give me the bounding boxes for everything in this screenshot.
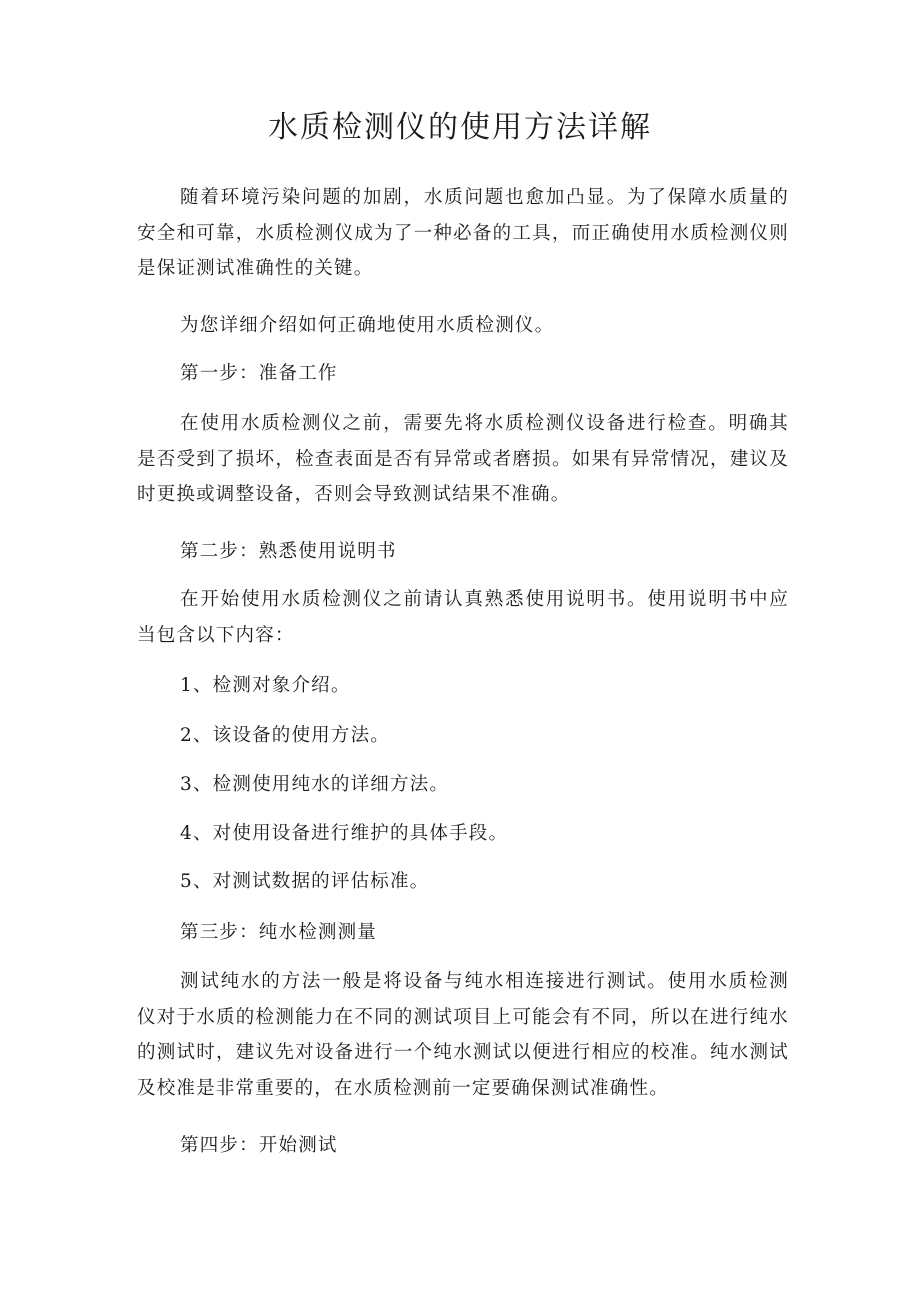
list-item-5: 5、对测试数据的评估标准。	[180, 871, 430, 892]
step3-paragraph: 测试纯水的方法一般是将设备与纯水相连接进行测试。使用水质检测仪对于水质的检测能力在不同的测试项目上可能会有不同，所以在进行纯水的测试时，建议先对设备进行一个纯水测试以便进行相应的校准。纯水测试及校准是非常重要的，在水质检测前一定要确保测试准确性。	[137, 971, 789, 1099]
step1-paragraph: 在使用水质检测仪之前，需要先将水质检测仪设备进行检查。明确其是否受到了损坏，检查表面是否有异常或者磨损。如果有异常情况，建议及时更换或调整设备，否则会导致测试结果不准确。	[137, 413, 789, 505]
step4-heading: 第四步：开始测试	[180, 1135, 338, 1156]
list-item-2: 2、该设备的使用方法。	[180, 725, 390, 746]
list-item-4: 4、对使用设备进行维护的具体手段。	[180, 823, 509, 844]
list-item-3: 3、检测使用纯水的详细方法。	[180, 774, 450, 795]
intro-summary-paragraph: 为您详细介绍如何正确地使用水质检测仪。	[180, 315, 555, 336]
step3-heading: 第三步：纯水检测测量	[180, 922, 378, 943]
step2-heading: 第二步：熟悉使用说明书	[180, 541, 397, 562]
step2-paragraph: 在开始使用水质检测仪之前请认真熟悉使用说明书。使用说明书中应当包含以下内容：	[137, 589, 789, 646]
document-title: 水质检测仪的使用方法详解	[268, 110, 652, 145]
list-item-1: 1、检测对象介绍。	[180, 675, 351, 696]
intro-paragraph: 随着环境污染问题的加剧，水质问题也愈加凸显。为了保障水质量的安全和可靠，水质检测仪成为了一种必备的工具，而正确使用水质检测仪则是保证测试准确性的关键。	[137, 187, 789, 279]
step1-heading: 第一步：准备工作	[180, 363, 338, 384]
